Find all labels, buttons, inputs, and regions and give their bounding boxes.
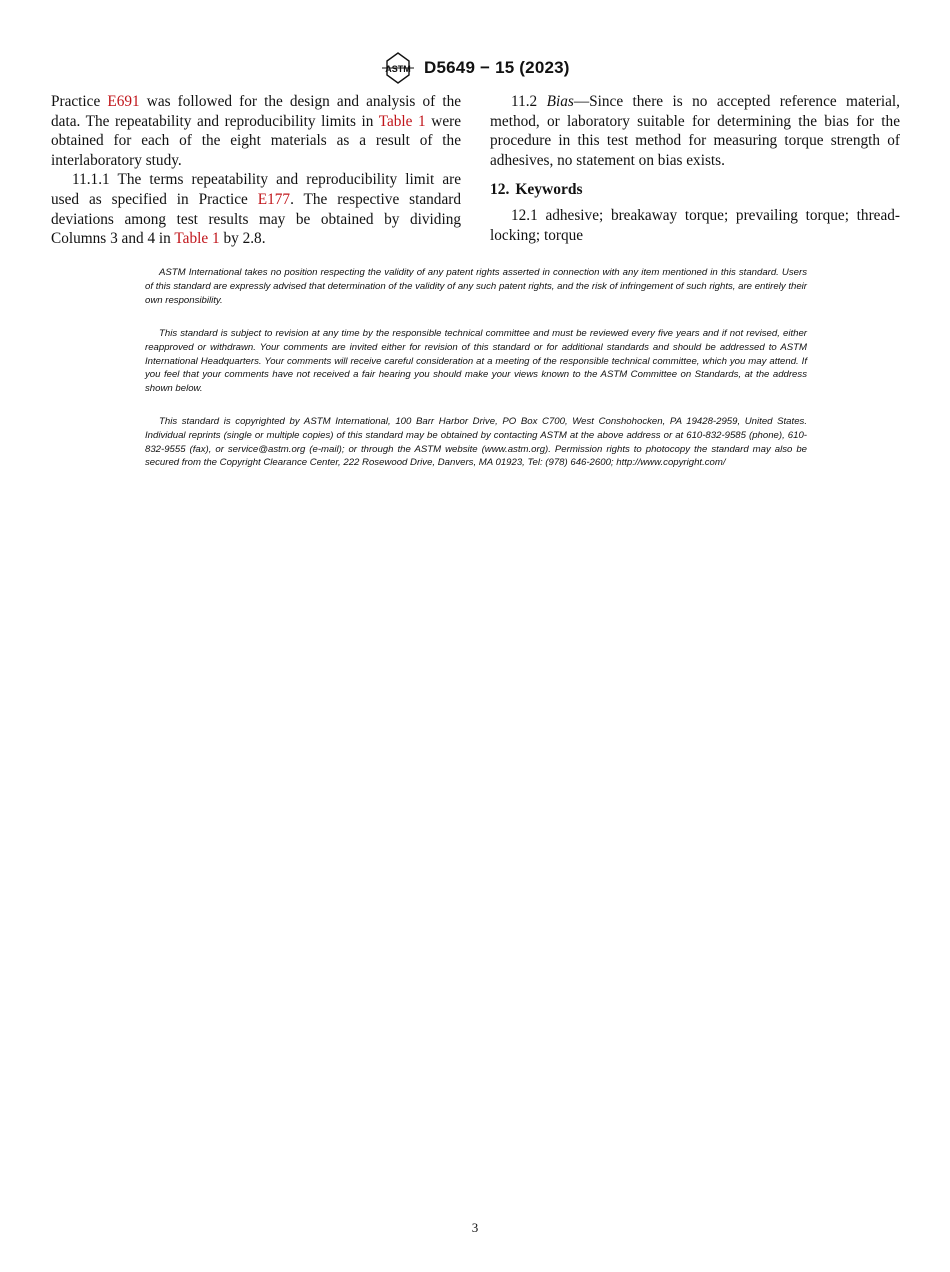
reference-link-table-1[interactable]: Table 1 xyxy=(378,112,426,130)
text-segment: —Since there is no accepted reference material, method, or laboratory suitable for determining the bias for the procedure in this test method for measuring torque strength of adhesives, no statement on bias exists. xyxy=(490,93,900,169)
paragraph-11-2-bias xyxy=(490,92,900,170)
text-segment: 11.1.1 The terms repeatability and reproducibility limit are used as specified in Practice xyxy=(51,171,461,208)
term-bias: Bias xyxy=(546,93,574,110)
astm-logo-icon xyxy=(380,52,416,84)
text-segment: were obtained for each of the eight materials as a result of the interlaboratory study. xyxy=(51,112,461,169)
text-segment: Practice xyxy=(51,93,108,110)
heading-number: 12. xyxy=(490,181,510,199)
paragraph-precision xyxy=(51,92,461,170)
reference-link-e691[interactable]: E691 xyxy=(107,93,140,110)
logo-lettering: ASTM xyxy=(385,64,411,74)
paragraph-11-1-1 xyxy=(51,170,461,248)
page-header xyxy=(0,52,950,86)
paragraph-12-1: 12.1 adhesive; breakaway torque; prevailing torque; thread-locking; torque xyxy=(490,206,900,244)
reference-link-e177[interactable]: E177 xyxy=(257,190,291,208)
page-number: 3 xyxy=(471,1220,479,1235)
section-heading-keywords xyxy=(490,180,900,200)
copyright-notice: This standard is copyrighted by ASTM International, 100 Barr Harbor Drive, PO Box C700, West Conshohocken, PA 19428-2959, United States. Individual reprints (single or multiple copies) of this standard may be obtained by contacting ASTM at the above address or at 610-832-9585 (phone), 610-832-9555 (fax), or service@astm.org (e-mail); or through the ASTM website (www.astm.org). Permission rights to photocopy the standard may also be secured from the Copyright Clearance Center, 222 Rosewood Drive, Danvers, MA 01923, Tel: (978) 646-2600; http://www.copyright.com/ xyxy=(145,416,807,469)
text-segment: . The respective standard deviations among test results may be obtained by dividing Columns 3 and 4 in xyxy=(51,190,461,248)
heading-text: Keywords xyxy=(515,181,583,199)
standard-designation: D5649 − 15 (2023) xyxy=(424,58,570,77)
reference-link-table-1[interactable]: Table 1 xyxy=(174,230,220,248)
text-segment: was followed for the design and analysis of the data. The repeatability and reproducibility limits in xyxy=(51,93,462,130)
text-segment: by 2.8. xyxy=(219,230,266,248)
section-number: 11.2 xyxy=(511,93,547,110)
revision-notice: This standard is subject to revision at any time by the responsible technical committee and must be reviewed every five years and if not revised, either reapproved or withdrawn. Your comments are invited either for revision of this standard or for additional standards and should be addressed to ASTM International Headquarters. Your comments will receive careful consideration at a meeting of the responsible technical committee, which you may attend. If you feel that your comments have not received a fair hearing you should make your views known to the ASTM Committee on Standards, at the address shown below. xyxy=(145,328,807,395)
right-column xyxy=(490,92,900,245)
patent-notice: ASTM International takes no position respecting the validity of any patent rights asserted in connection with any item mentioned in this standard. Users of this standard are expressly advised that determination of the validity of any such patent rights, and the risk of infringement of such rights, are entirely their own responsibility. xyxy=(145,267,807,306)
left-column xyxy=(51,92,461,249)
